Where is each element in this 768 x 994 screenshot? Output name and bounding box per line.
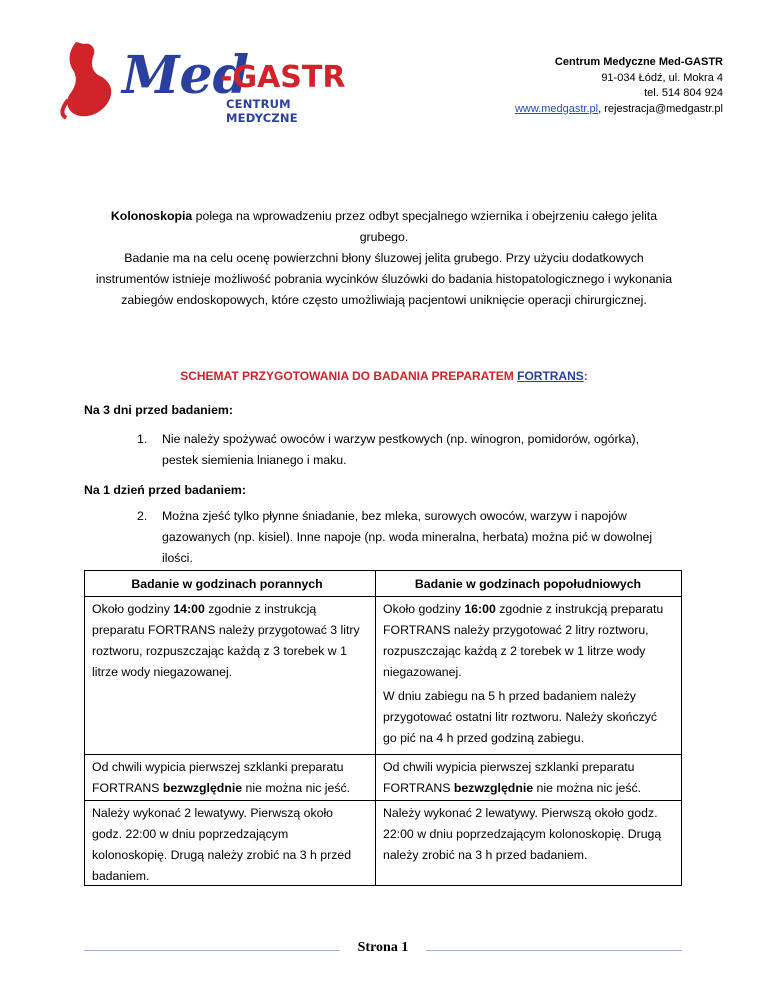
table-cell-enema-afternoon: Należy wykonać 2 lewatywy. Pierwszą około godz. 22:00 w dniu poprzedzającym kolonoskopię. Drugą należy zrobić na 3 h przed badaniem. [383,806,662,862]
table-header-afternoon: Badanie w godzinach popołudniowych [414,577,642,591]
footer-divider [426,950,682,951]
table-cell-enema-morning: Należy wykonać 2 lewatywy. Pierwszą około godz. 22:00 w dniu poprzedzającym kolonoskopię. Drugą należy zrobić na 3 h przed badaniem. [92,806,352,883]
intro-paragraph-1: Kolonoskopia polega na wprowadzeniu przez odbyt specjalnego wziernika i obejrzeniu całego jelita grubego. [110,209,658,244]
med-gastr-logo [58,40,358,125]
list-item: 1. Nie należy spożywać owoców i warzyw pestkowych (np. winogron, pomidorów, ogórka), pestek siemienia lnianego i maku. [137,432,640,467]
page-number: Strona 1 [357,940,409,955]
preparation-table [84,570,682,886]
list-item: 2. Można zjeść tylko płynne śniadanie, bez mleka, surowych owoców, warzyw i napojów gazowanych (np. kisiel). Inne napoje (np. woda mineralna, herbata) można pić w dowolnej ilości. [137,509,653,565]
logo-gastr-text: -GASTR [220,60,346,95]
page-footer [84,940,682,960]
table-cell-afternoon-instructions: Około godziny 16:00 zgodnie z instrukcją preparatu FORTRANS należy przygotować 2 litry roztworu, rozpuszczając każdą z 2 torebek w 1 litrze wody niegazowanej. [383,602,664,679]
intro-paragraph-2: Badanie ma na celu ocenę powierzchni błony śluzowej jelita grubego. Przy użyciu dodatkowych instrumentów istnieje możliwość pobrania wycinków śluzówki do badania histopatologicznego i wykonania zabiegów endoskopowych, które często umożliwiają pacjentowi uniknięcie operacji chirurgicznej. [95,251,673,307]
table-cell-no-eating-morning: Od chwili wypicia pierwszej szklanki preparatu FORTRANS bezwzględnie nie można nic jeść. [92,760,351,795]
step-heading-1-day: Na 1 dzień przed badaniem: [84,483,246,497]
contact-address: 91-034 Łódź, ul. Mokra 4 [601,71,723,84]
logo-med-text: Med [122,45,250,106]
term-kolonoskopia: Kolonoskopia [110,209,193,223]
contact-email: , rejestracja@medgastr.pl [598,102,723,115]
fortrans-link[interactable]: FORTRANS [517,369,584,383]
table-cell-morning-instructions: Około godziny 14:00 zgodnie z instrukcją preparatu FORTRANS należy przygotować 3 litry roztworu, rozpuszczając każdą z 3 torebek w 1 litrze wody niegazowanej. [92,602,360,679]
table-cell-afternoon-extra: W dniu zabiegu na 5 h przed badaniem należy przygotować ostatni litr roztworu. Należy skończyć go pić na 4 h przed godziną zabiegu. [383,689,658,745]
schema-title: SCHEMAT PRZYGOTOWANIA DO BADANIA PREPARATEM FORTRANS: [180,369,588,383]
table-header-morning: Badanie w godzinach porannych [131,577,323,591]
contact-org: Centrum Medyczne Med-GASTR [554,56,723,68]
website-link[interactable]: www.medgastr.pl [514,102,599,115]
logo-subtitle: CENTRUM MEDYCZNE [226,97,298,125]
contact-block [515,55,723,117]
table-cell-no-eating-afternoon: Od chwili wypicia pierwszej szklanki preparatu FORTRANS bezwzględnie nie można nic jeść. [383,760,642,795]
contact-phone: tel. 514 804 924 [644,87,723,99]
step-heading-3-days: Na 3 dni przed badaniem: [84,403,233,417]
